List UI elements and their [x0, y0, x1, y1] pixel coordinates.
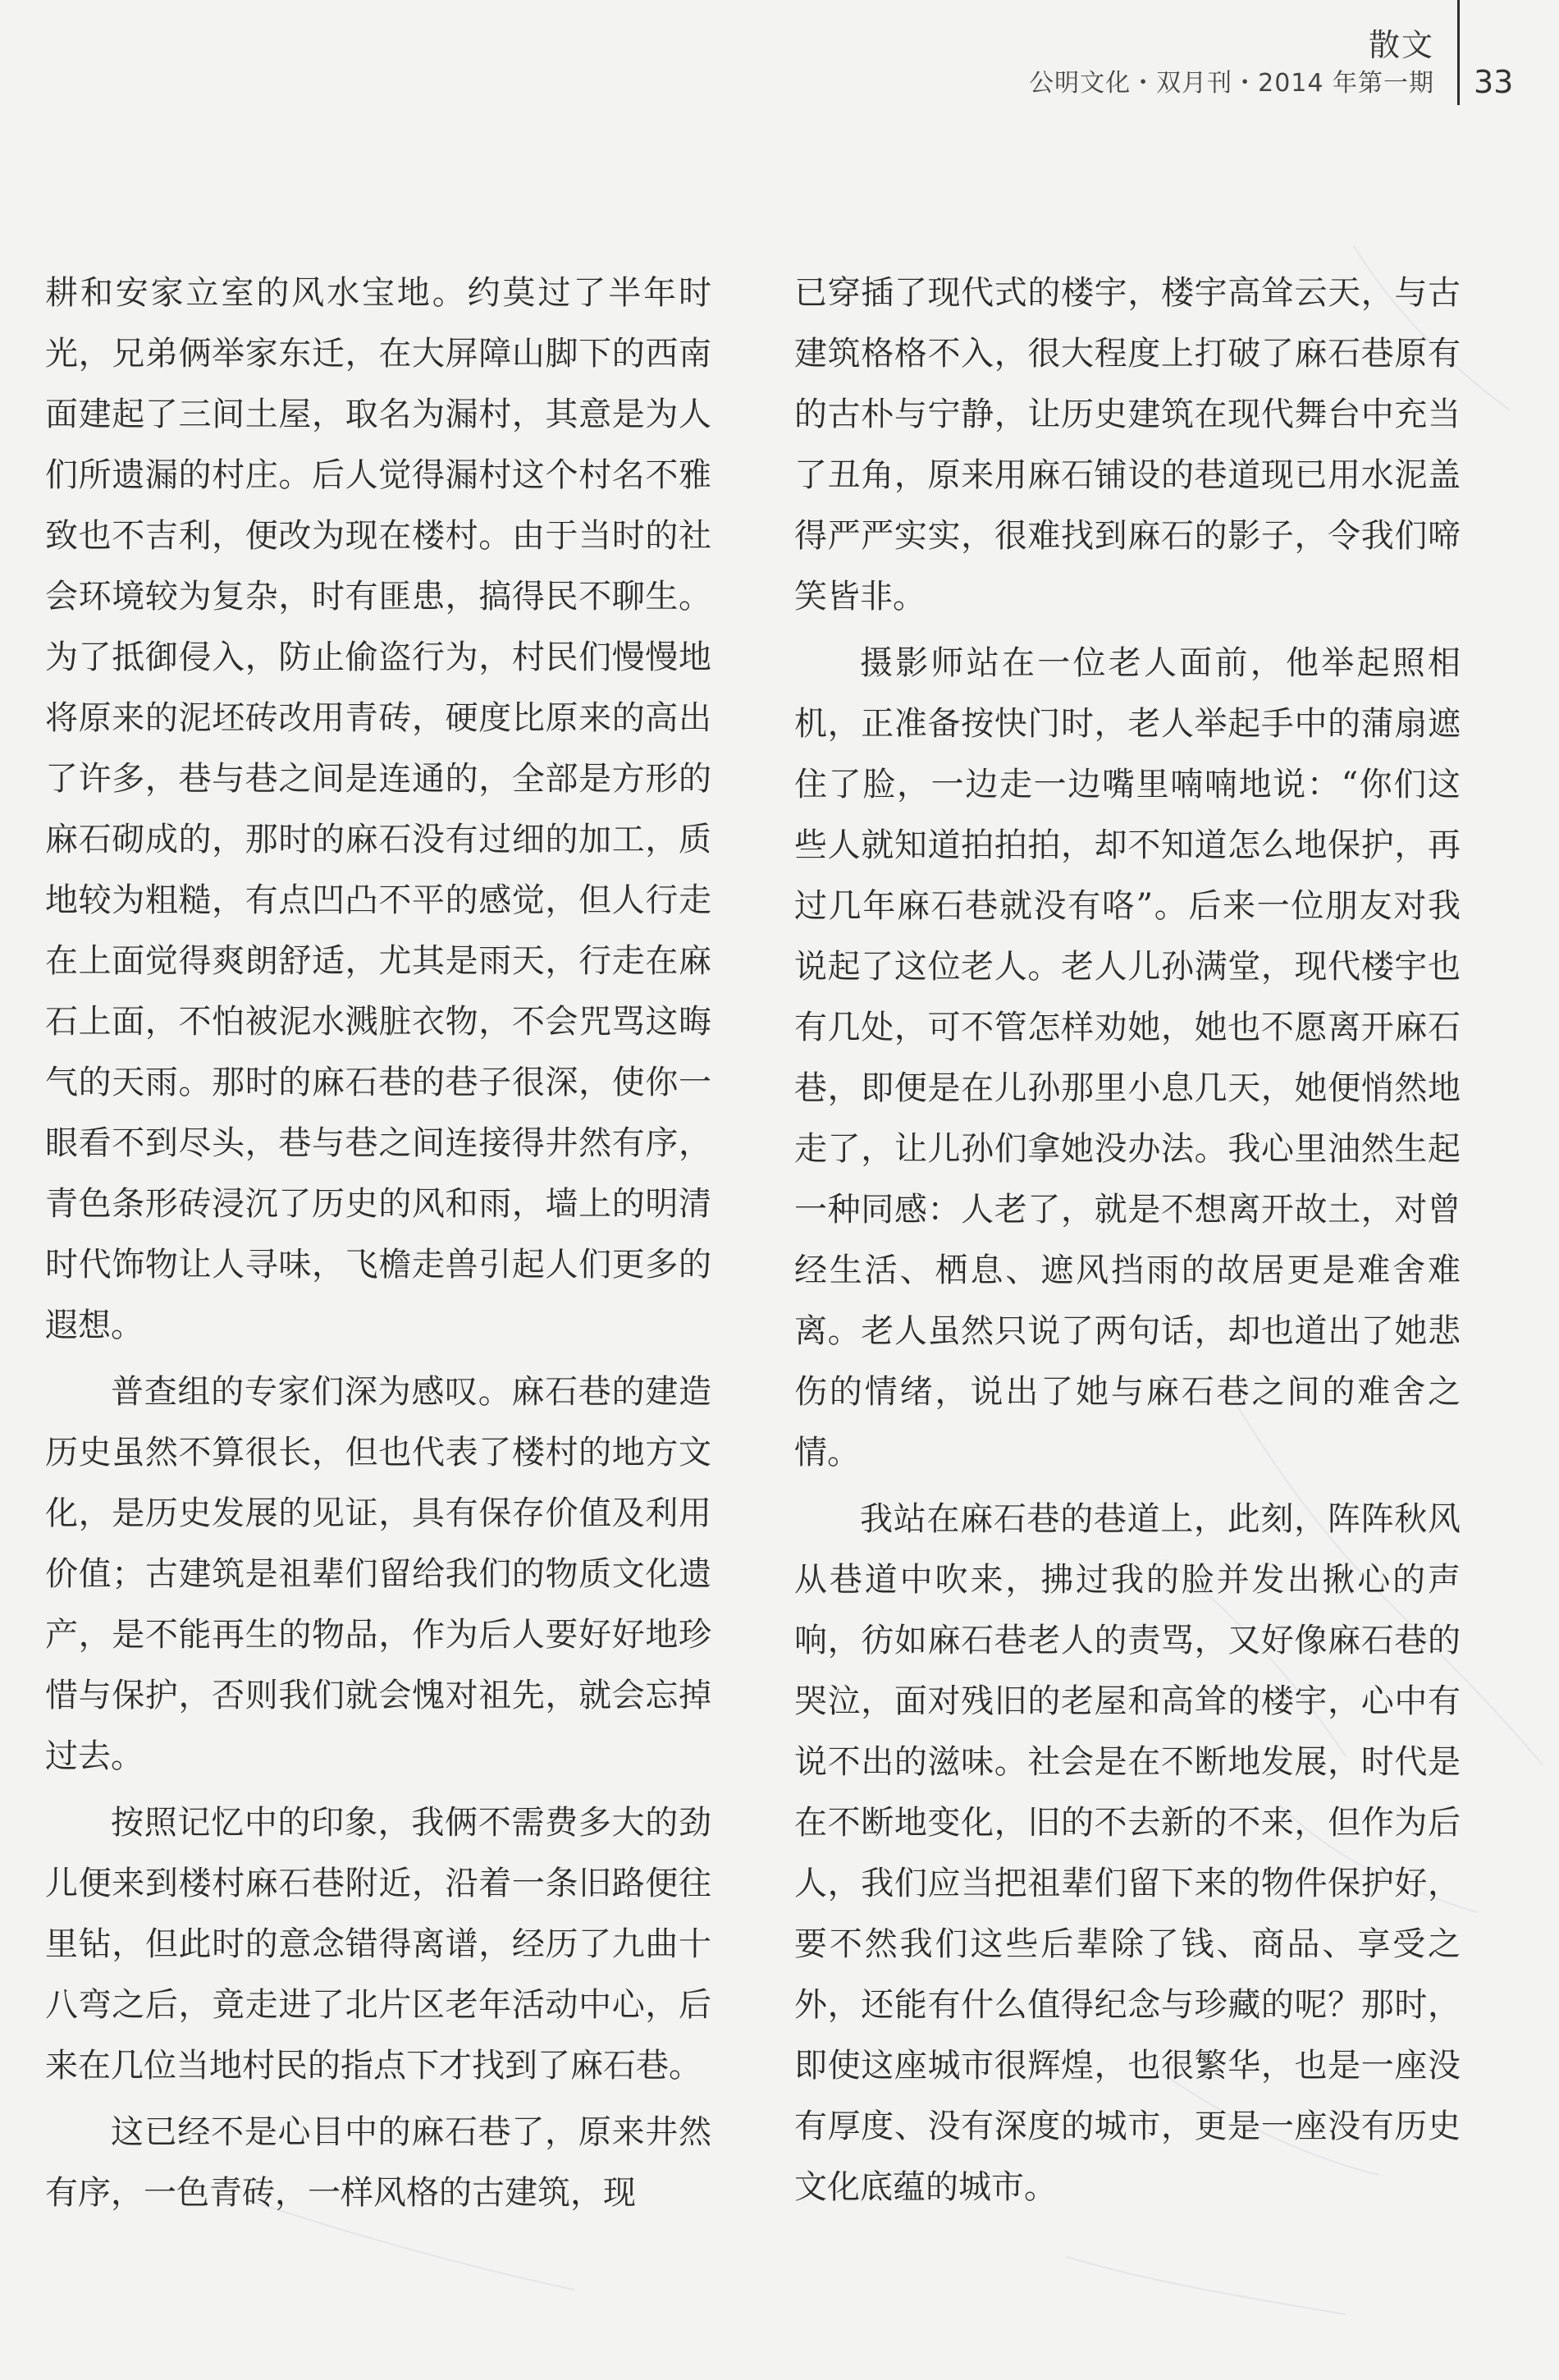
header-divider [1457, 0, 1460, 105]
paragraph: 按照记忆中的印象，我俩不需费多大的劲儿便来到楼村麻石巷附近，沿着一条旧路便往里钻，但此时的意念错得离谱，经历了九曲十八弯之后，竟走进了北片区老年活动中心，后来在几位当地村民的指点下才找到了麻石巷。 [45, 1804, 711, 2085]
page-header [1029, 25, 1434, 102]
paragraph: 普查组的专家们深为感叹。麻石巷的建造历史虽然不算很长，但也代表了楼村的地方文化，是历史发展的见证，具有保存价值及利用价值；古建筑是祖辈们留给我们的物质文化遗产，是不能再生的物品，作为后人要好好地珍惜与保护，否则我们就会愧对祖先，就会忘掉过去。 [45, 1373, 711, 1775]
right-column [794, 263, 1461, 2218]
paragraph: 已穿插了现代式的楼宇，楼宇高耸云天，与古建筑格格不入，很大程度上打破了麻石巷原有的古朴与宁静，让历史建筑在现代舞台中充当了丑角，原来用麻石铺设的巷道现已用水泥盖得严严实实，很难找到麻石的影子，令我们啼笑皆非。 [794, 274, 1461, 616]
paragraph: 耕和安家立室的风水宝地。约莫过了半年时光，兄弟俩举家东迁，在大屏障山脚下的西南面建起了三间土屋，取名为漏村，其意是为人们所遗漏的村庄。后人觉得漏村这个村名不雅致也不吉利，便改为现在楼村。由于当时的社会环境较为复杂，时有匪患，搞得民不聊生。为了抵御侵入，防止偷盗行为，村民们慢慢地将原来的泥坯砖改用青砖，硬度比原来的高出了许多，巷与巷之间是连通的，全部是方形的麻石砌成的，那时的麻石没有过细的加工，质地较为粗糙，有点凹凸不平的感觉，但人行走在上面觉得爽朗舒适，尤其是雨天，行走在麻石上面，不怕被泥水溅脏衣物，不会咒骂这晦气的天雨。那时的麻石巷的巷子很深，使你一眼看不到尽头，巷与巷之间连接得井然有序，青色条形砖浸沉了历史的风和雨，墙上的明清时代饰物让人寻味，飞檐走兽引起人们更多的遐想。 [45, 274, 711, 1344]
journal-title: 公明文化・双月刊・2014 年第一期 [1029, 69, 1434, 98]
paragraph: 摄影师站在一位老人面前，他举起照相机，正准备按快门时，老人举起手中的蒲扇遮住了脸，一边走一边嘴里喃喃地说：“你们这些人就知道拍拍拍，却不知道怎么地保护，再过几年麻石巷就没有咯”。后来一位朋友对我说起了这位老人。老人儿孙满堂，现代楼宇也有几处，可不管怎样劝她，她也不愿离开麻石巷，即便是在儿孙那里小息几天，她便悄然地走了，让儿孙们拿她没办法。我心里油然生起一种同感：人老了，就是不想离开故土，对曾经生活、栖息、遮风挡雨的故居更是难舍难离。老人虽然只说了两句话，却也道出了她悲伤的情绪，说出了她与麻石巷之间的难舍之情。 [794, 644, 1461, 1471]
section-label: 散文 [1368, 27, 1434, 63]
left-column [45, 263, 711, 2223]
paragraph: 这已经不是心目中的麻石巷了，原来井然有序，一色青砖，一样风格的古建筑，现 [45, 2113, 711, 2212]
paragraph: 我站在麻石巷的巷道上，此刻，阵阵秋风从巷道中吹来，拂过我的脸并发出揪心的声响，彷如麻石巷老人的责骂，又好像麻石巷的哭泣，面对残旧的老屋和高耸的楼宇，心中有说不出的滋味。社会是在不断地发展，时代是在不断地变化，旧的不去新的不来，但作为后人，我们应当把祖辈们留下来的物件保护好，要不然我们这些后辈除了钱、商品、享受之外，还能有什么值得纪念与珍藏的呢？那时，即使这座城市很辉煌，也很繁华，也是一座没有厚度、没有深度的城市，更是一座没有历史文化底蕴的城市。 [794, 1500, 1461, 2206]
page-number: 33 [1474, 64, 1514, 100]
